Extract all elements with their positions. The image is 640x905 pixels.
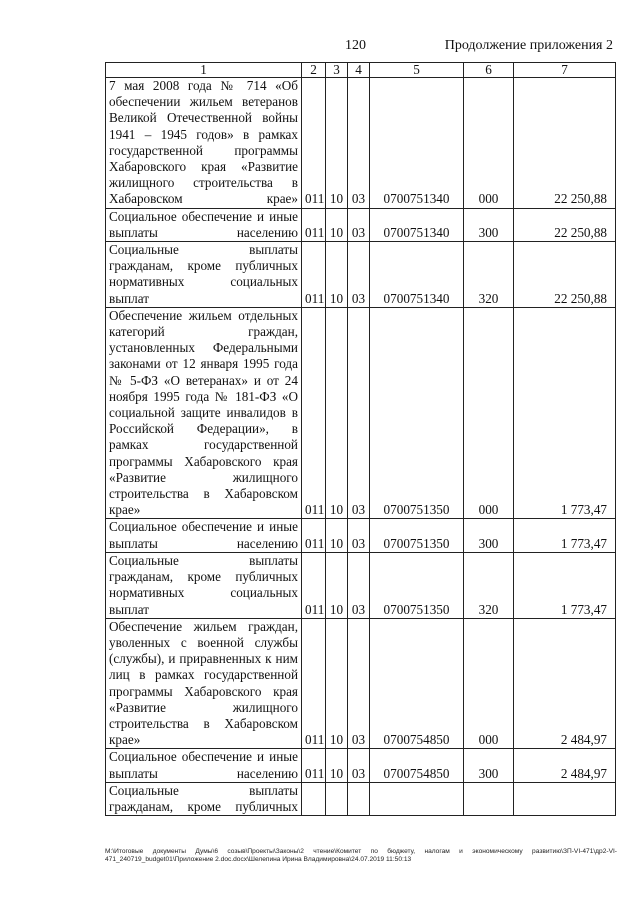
table-row (106, 749, 616, 782)
row-c2-cell: 011 (302, 552, 326, 618)
row-c4-cell: 03 (348, 78, 370, 209)
file-path-footer: M:\Итоговые документы Думы\6 созыв\Проекты\Законы\2 чтение\Комитет по бюджету, налогам и экономическому развитию\ЗП-VI-471\др2-VI-471_240719_budget01\Приложение 2.doc.docx\Шелепина Ирина Владимировна\24.07.2019 11:50:13 (105, 848, 617, 863)
row-c7-cell: 1 773,47 (514, 552, 616, 618)
row-c6-cell: 000 (464, 78, 514, 209)
table-row (106, 307, 616, 519)
row-c6-cell: 320 (464, 242, 514, 308)
table-row (106, 242, 616, 308)
table-header-row (106, 63, 616, 78)
table-row (106, 782, 616, 815)
row-name-cell: Обеспечение жильем граждан, уволенных с военной службы (службы), и приравненных к ним лиц в рамках государственной программы Хабаровского края «Развитие жилищного строительства в Хабаровском крае» (106, 618, 302, 749)
table-row (106, 552, 616, 618)
continuation-label: Продолжение приложения 2 (444, 38, 613, 53)
row-c4-cell: 03 (348, 749, 370, 782)
row-name-cell: Социальное обеспечение и иные выплаты населению (106, 519, 302, 552)
row-c5-cell: 0700751340 (370, 78, 464, 209)
column-header: 3 (326, 63, 348, 78)
row-c7-cell: 2 484,97 (514, 749, 616, 782)
row-c2-cell: 011 (302, 618, 326, 749)
row-name-cell: Социальные выплаты гражданам, кроме публичных (106, 782, 302, 815)
row-c7-cell (514, 782, 616, 815)
row-name-cell: Социальные выплаты гражданам, кроме публичных нормативных социальных выплат (106, 552, 302, 618)
row-c3-cell: 10 (326, 78, 348, 209)
row-name-cell: Социальные выплаты гражданам, кроме публичных нормативных социальных выплат (106, 242, 302, 308)
row-c7-cell: 1 773,47 (514, 519, 616, 552)
row-c3-cell: 10 (326, 552, 348, 618)
row-c3-cell: 10 (326, 307, 348, 519)
column-header: 2 (302, 63, 326, 78)
row-c6-cell: 300 (464, 208, 514, 241)
table-row (106, 78, 616, 209)
row-name-cell: Социальное обеспечение и иные выплаты населению (106, 749, 302, 782)
row-c6-cell (464, 782, 514, 815)
row-c2-cell: 011 (302, 78, 326, 209)
page-number: 120 (345, 38, 366, 53)
table-row (106, 208, 616, 241)
row-name-cell: Обеспечение жильем отдельных категорий граждан, установленных Федеральными законами от 12 января 1995 года № 5-ФЗ «О ветеранах» и от 24 ноября 1995 года № 181-ФЗ «О социальной защите инвалидов в Российской Федерации», в рамках государственной программы Хабаровского края «Развитие жилищного строительства в Хабаровском крае» (106, 307, 302, 519)
budget-table (105, 62, 616, 816)
row-c4-cell: 03 (348, 307, 370, 519)
row-c4-cell: 03 (348, 618, 370, 749)
table-row (106, 519, 616, 552)
row-c2-cell: 011 (302, 208, 326, 241)
row-c3-cell: 10 (326, 242, 348, 308)
row-c5-cell: 0700751350 (370, 307, 464, 519)
column-header: 6 (464, 63, 514, 78)
column-header: 7 (514, 63, 616, 78)
row-c7-cell: 22 250,88 (514, 242, 616, 308)
row-c3-cell: 10 (326, 519, 348, 552)
row-c5-cell: 0700754850 (370, 749, 464, 782)
row-c2-cell: 011 (302, 519, 326, 552)
row-name-cell: 7 мая 2008 года № 714 «Об обеспечении жильем ветеранов Великой Отечественной войны 1941 – 1945 годов» в рамках государственной программы Хабаровского края «Развитие жилищного строительства в Хабаровском крае» (106, 78, 302, 209)
row-c4-cell: 03 (348, 519, 370, 552)
row-c2-cell: 011 (302, 242, 326, 308)
row-name-cell: Социальное обеспечение и иные выплаты населению (106, 208, 302, 241)
column-header: 1 (106, 63, 302, 78)
row-c3-cell: 10 (326, 208, 348, 241)
row-c6-cell: 000 (464, 307, 514, 519)
row-c5-cell: 0700751340 (370, 208, 464, 241)
row-c4-cell: 03 (348, 552, 370, 618)
row-c5-cell (370, 782, 464, 815)
row-c2-cell: 011 (302, 307, 326, 519)
row-c3-cell: 10 (326, 618, 348, 749)
row-c5-cell: 0700751340 (370, 242, 464, 308)
row-c4-cell: 03 (348, 242, 370, 308)
row-c5-cell: 0700751350 (370, 552, 464, 618)
row-c7-cell: 22 250,88 (514, 78, 616, 209)
row-c7-cell: 1 773,47 (514, 307, 616, 519)
row-c6-cell: 000 (464, 618, 514, 749)
row-c4-cell: 03 (348, 208, 370, 241)
column-header: 4 (348, 63, 370, 78)
row-c2-cell (302, 782, 326, 815)
table-body (106, 78, 616, 816)
row-c6-cell: 320 (464, 552, 514, 618)
table-row (106, 618, 616, 749)
row-c7-cell: 2 484,97 (514, 618, 616, 749)
row-c6-cell: 300 (464, 519, 514, 552)
column-header: 5 (370, 63, 464, 78)
row-c5-cell: 0700754850 (370, 618, 464, 749)
row-c7-cell: 22 250,88 (514, 208, 616, 241)
row-c3-cell (326, 782, 348, 815)
row-c6-cell: 300 (464, 749, 514, 782)
row-c2-cell: 011 (302, 749, 326, 782)
row-c3-cell: 10 (326, 749, 348, 782)
row-c4-cell (348, 782, 370, 815)
row-c5-cell: 0700751350 (370, 519, 464, 552)
